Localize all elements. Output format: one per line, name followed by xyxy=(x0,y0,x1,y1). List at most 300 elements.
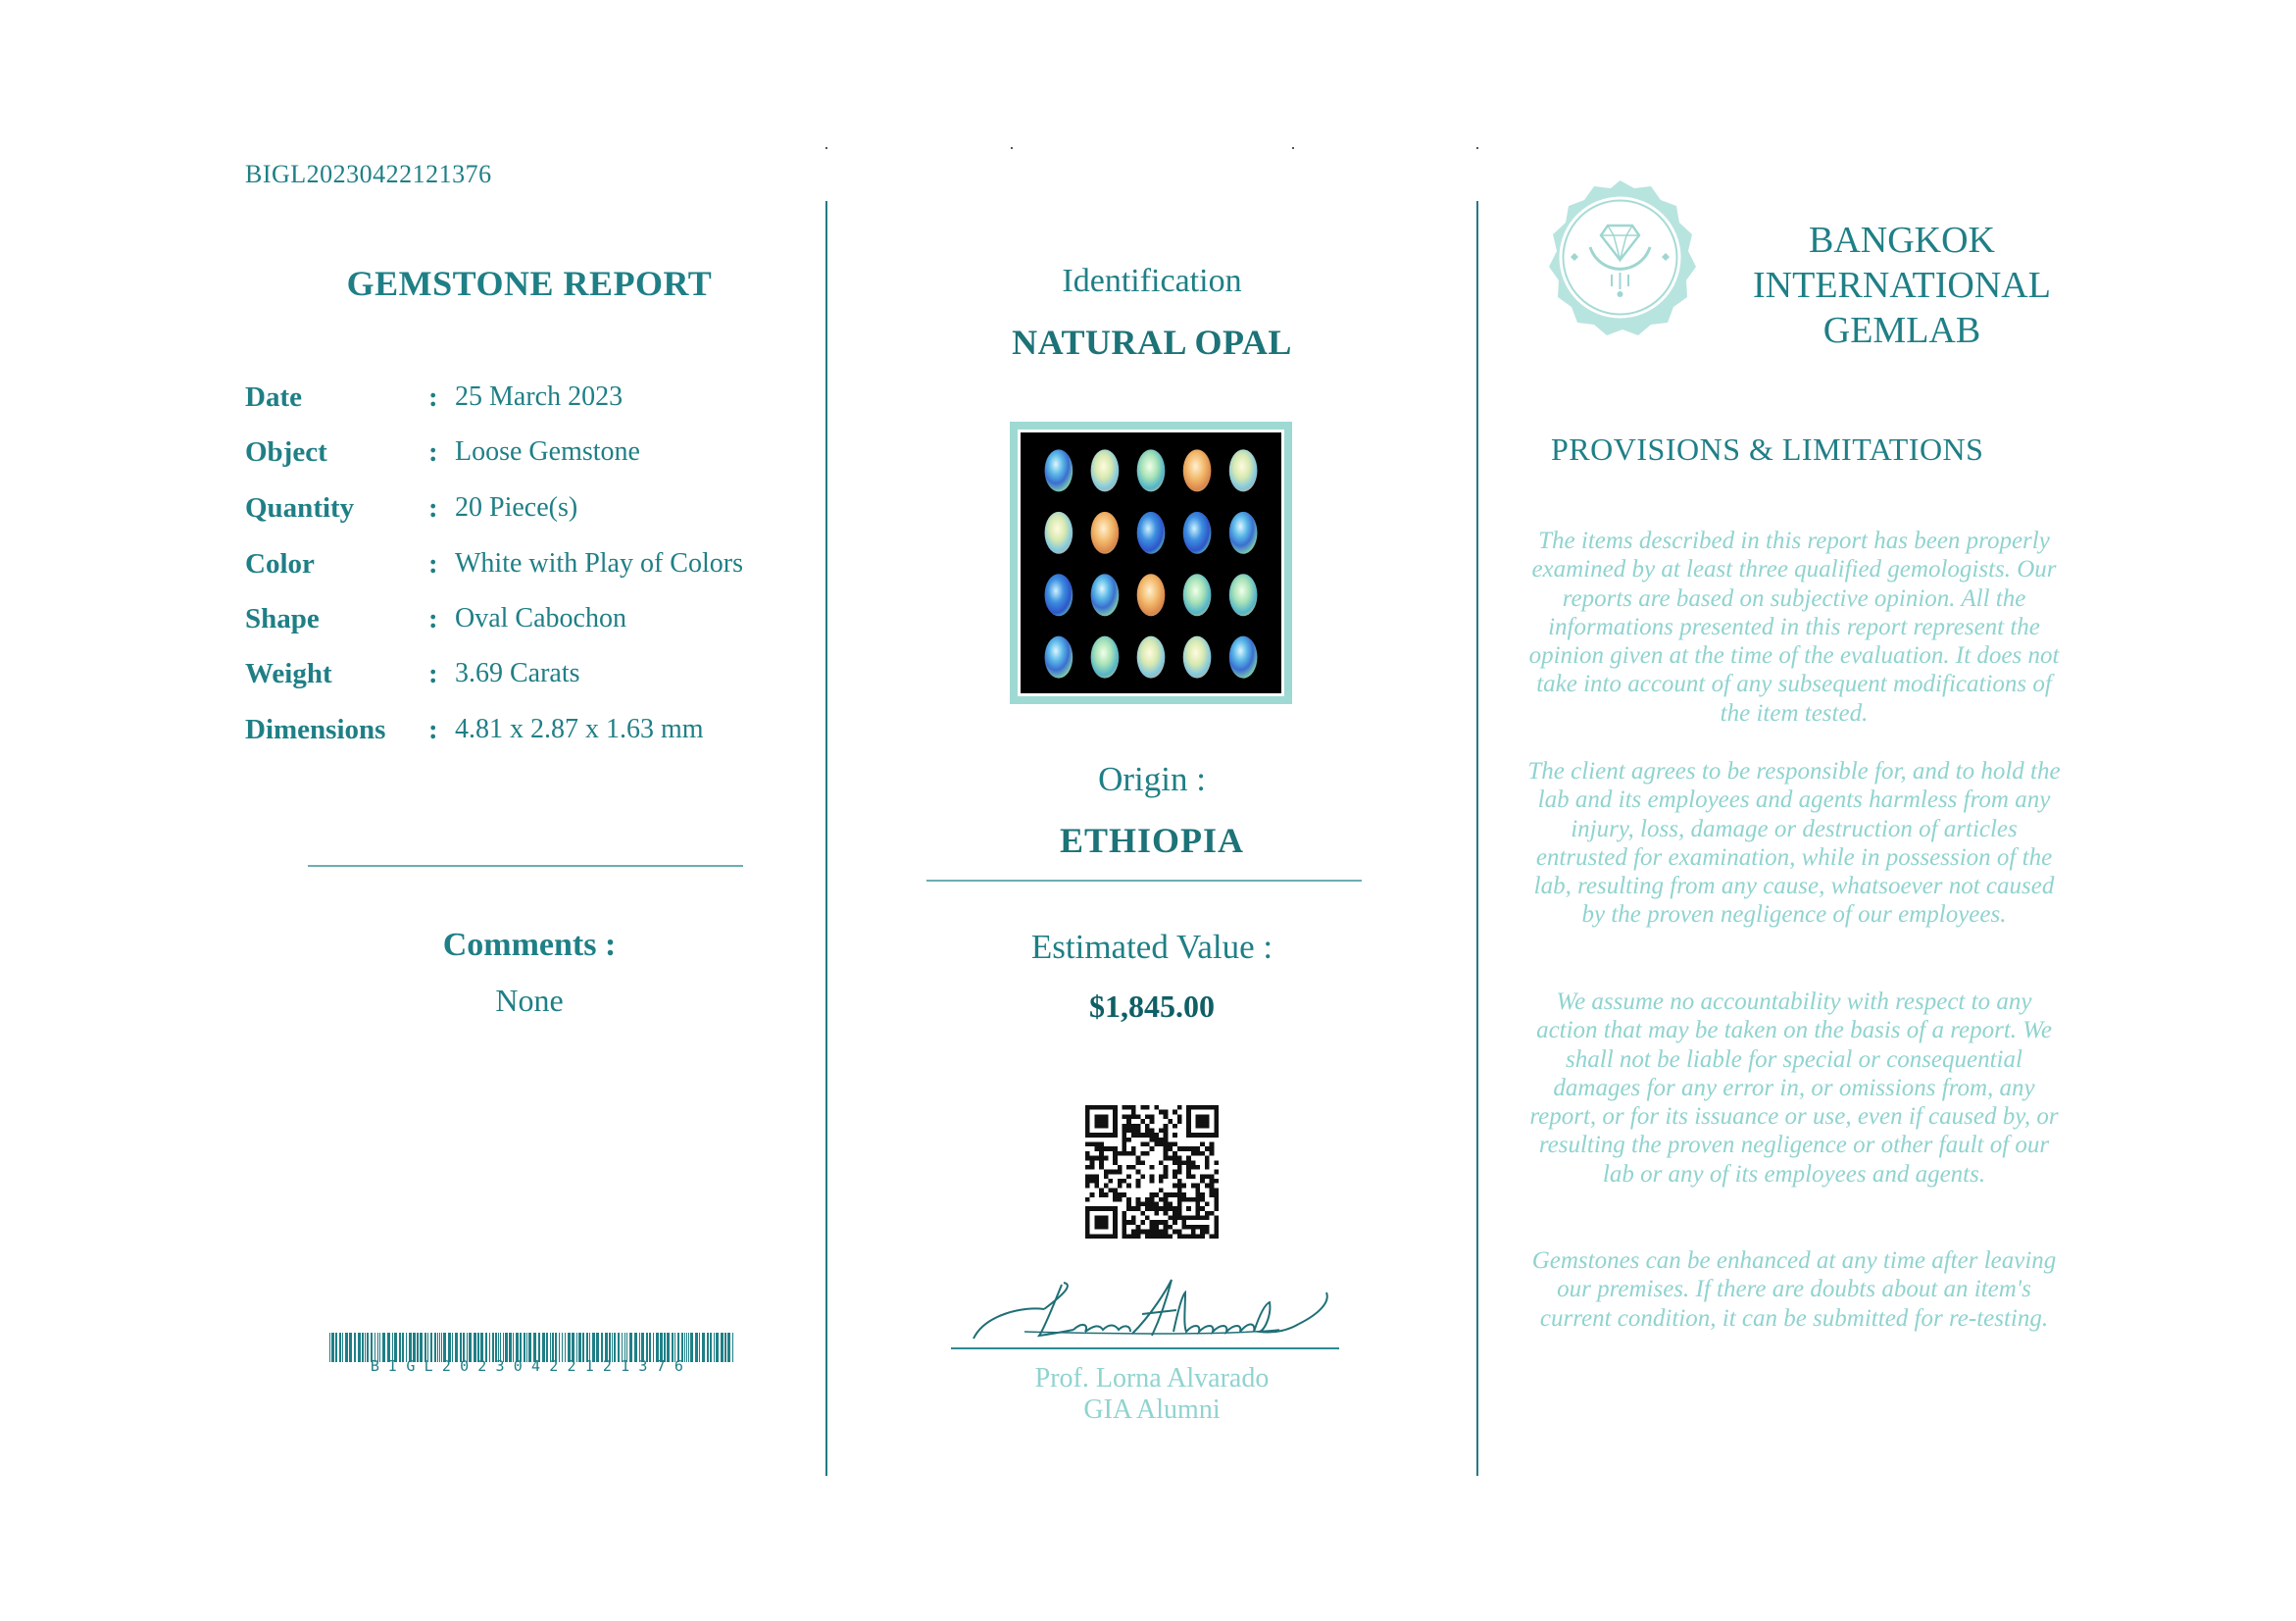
qr-module xyxy=(1126,1201,1131,1206)
qr-module xyxy=(1173,1170,1177,1175)
qr-module xyxy=(1168,1192,1173,1197)
qr-module xyxy=(1173,1211,1177,1216)
qr-module xyxy=(1136,1160,1141,1165)
qr-module xyxy=(1123,1146,1127,1151)
qr-module xyxy=(1136,1179,1141,1184)
qr-module xyxy=(1173,1160,1177,1165)
qr-module xyxy=(1191,1234,1196,1239)
opal-row-2 xyxy=(1045,512,1258,554)
qr-module xyxy=(1191,1151,1196,1156)
qr-module xyxy=(1164,1114,1169,1119)
qr-module xyxy=(1186,1156,1191,1161)
qr-module xyxy=(1177,1230,1182,1235)
qr-module xyxy=(1136,1156,1141,1161)
qr-module xyxy=(1150,1138,1155,1142)
qr-module xyxy=(1150,1146,1155,1151)
qr-module xyxy=(1168,1146,1173,1151)
qr-module xyxy=(1196,1114,1210,1128)
qr-module xyxy=(1126,1234,1131,1239)
qr-module xyxy=(1150,1206,1155,1211)
qr-module xyxy=(1094,1114,1108,1128)
report-title: GEMSTONE REPORT xyxy=(346,264,713,303)
qr-module xyxy=(1186,1160,1191,1165)
qr-module xyxy=(1131,1230,1136,1235)
qr-module xyxy=(1090,1174,1095,1179)
qr-module xyxy=(1205,1230,1210,1235)
qr-module xyxy=(1140,1160,1145,1165)
qr-module xyxy=(1164,1133,1169,1138)
qr-module xyxy=(1123,1105,1127,1110)
qr-module xyxy=(1150,1119,1155,1124)
qr-module xyxy=(1123,1179,1127,1184)
field-colon: : xyxy=(428,548,438,580)
qr-module xyxy=(1191,1225,1196,1230)
qr-module xyxy=(1140,1220,1145,1225)
qr-module xyxy=(1140,1211,1145,1216)
qr-module xyxy=(1214,1201,1219,1206)
qr-module xyxy=(1168,1201,1173,1206)
qr-code-icon[interactable] xyxy=(1085,1105,1219,1239)
qr-module xyxy=(1200,1230,1205,1235)
qr-module xyxy=(1177,1156,1182,1161)
qr-module xyxy=(1177,1160,1182,1165)
qr-module xyxy=(1140,1142,1145,1147)
qr-module xyxy=(1154,1105,1159,1110)
qr-module xyxy=(1108,1170,1113,1175)
qr-module xyxy=(1126,1124,1131,1129)
color-label: Color xyxy=(245,548,315,580)
qr-module xyxy=(1168,1225,1173,1230)
qr-module xyxy=(1104,1146,1109,1151)
qr-module xyxy=(1200,1234,1205,1239)
qr-module xyxy=(1150,1225,1155,1230)
qr-module xyxy=(1140,1119,1145,1124)
weight-value: 3.69 Carats xyxy=(455,658,580,688)
qr-module xyxy=(1159,1128,1164,1133)
qr-module xyxy=(1210,1142,1215,1147)
divider-left xyxy=(825,201,827,1476)
qr-module xyxy=(1145,1105,1150,1110)
qr-module xyxy=(1113,1160,1118,1165)
qr-module xyxy=(1186,1174,1191,1179)
qr-module xyxy=(1168,1234,1173,1239)
qr-module xyxy=(1200,1192,1205,1197)
qr-module xyxy=(1123,1216,1127,1221)
qr-module xyxy=(1200,1174,1205,1179)
qr-module xyxy=(1150,1234,1155,1239)
qr-module xyxy=(1177,1105,1182,1110)
qr-module xyxy=(1131,1110,1136,1115)
qr-module xyxy=(1181,1225,1186,1230)
estimated-value-amount: $1,845.00 xyxy=(1089,988,1215,1024)
lab-name-line-3: GEMLAB xyxy=(1822,310,1981,351)
qr-module xyxy=(1186,1165,1191,1170)
crop-mark xyxy=(1292,147,1294,149)
qr-module xyxy=(1159,1179,1164,1184)
qr-module xyxy=(1085,1174,1090,1179)
qr-module xyxy=(1126,1165,1131,1170)
qr-module xyxy=(1131,1124,1136,1129)
qr-module xyxy=(1099,1165,1104,1170)
qr-module xyxy=(1094,1184,1099,1189)
qr-module xyxy=(1090,1165,1095,1170)
qr-module xyxy=(1191,1184,1196,1189)
qr-module xyxy=(1140,1133,1145,1138)
qr-module xyxy=(1145,1197,1150,1202)
qr-module xyxy=(1099,1188,1104,1192)
qr-module xyxy=(1118,1197,1123,1202)
qr-module xyxy=(1196,1184,1201,1189)
qr-module xyxy=(1186,1234,1191,1239)
qr-module xyxy=(1131,1220,1136,1225)
qr-module xyxy=(1196,1192,1201,1197)
qr-module xyxy=(1173,1110,1177,1115)
opal-stones-image xyxy=(1021,432,1281,693)
qr-module xyxy=(1164,1197,1169,1202)
identification-label: Identification xyxy=(1062,263,1242,299)
qr-module xyxy=(1177,1119,1182,1124)
qr-module xyxy=(1136,1197,1141,1202)
qr-module xyxy=(1154,1211,1159,1216)
qr-module xyxy=(1126,1184,1131,1189)
qr-module xyxy=(1113,1170,1118,1175)
qr-module xyxy=(1126,1114,1131,1119)
qr-module xyxy=(1205,1146,1210,1151)
qr-module xyxy=(1099,1156,1104,1161)
field-colon: : xyxy=(428,658,438,689)
qr-module xyxy=(1159,1188,1164,1192)
qr-module xyxy=(1094,1142,1099,1147)
qr-module xyxy=(1113,1151,1118,1156)
qr-module xyxy=(1094,1179,1099,1184)
qr-module xyxy=(1150,1197,1155,1202)
provisions-title: PROVISIONS & LIMITATIONS xyxy=(1551,431,1984,467)
qr-module xyxy=(1131,1105,1136,1110)
qr-module xyxy=(1123,1128,1127,1133)
dimensions-value: 4.81 x 2.87 x 1.63 mm xyxy=(455,714,704,744)
qr-module xyxy=(1104,1170,1109,1175)
signer-title: GIA Alumni xyxy=(1083,1394,1221,1425)
qr-module xyxy=(1131,1146,1136,1151)
qr-module xyxy=(1164,1192,1169,1197)
dimensions-label: Dimensions xyxy=(245,714,386,745)
qr-module xyxy=(1136,1124,1141,1129)
qr-module xyxy=(1113,1197,1118,1202)
qr-module xyxy=(1140,1174,1145,1179)
signer-name: Prof. Lorna Alvarado xyxy=(1034,1363,1270,1393)
qr-module xyxy=(1164,1142,1169,1147)
qr-module xyxy=(1154,1234,1159,1239)
qr-module xyxy=(1094,1146,1099,1151)
origin-label: Origin : xyxy=(1098,760,1206,798)
qr-module xyxy=(1094,1216,1108,1230)
qr-module xyxy=(1200,1197,1205,1202)
qr-module xyxy=(1181,1146,1186,1151)
qr-module xyxy=(1118,1170,1123,1175)
field-colon: : xyxy=(428,492,438,524)
qr-module xyxy=(1118,1192,1123,1197)
qr-module xyxy=(1108,1146,1113,1151)
qr-module xyxy=(1150,1179,1155,1184)
qr-module xyxy=(1164,1124,1169,1129)
qr-module xyxy=(1131,1216,1136,1221)
field-colon: : xyxy=(428,714,438,745)
qr-module xyxy=(1126,1197,1131,1202)
barcode-text: BIGL20230422121376 xyxy=(370,1357,693,1375)
qr-module xyxy=(1118,1179,1123,1184)
qr-module xyxy=(1177,1184,1182,1189)
qr-module xyxy=(1210,1174,1215,1179)
qr-module xyxy=(1123,1124,1127,1129)
qr-module xyxy=(1145,1142,1150,1147)
qr-module xyxy=(1123,1234,1127,1239)
qr-module xyxy=(1108,1179,1113,1184)
qr-module xyxy=(1196,1146,1201,1151)
qr-module xyxy=(1164,1230,1169,1235)
object-label: Object xyxy=(245,436,327,468)
quantity-label: Quantity xyxy=(245,492,355,524)
qr-module xyxy=(1150,1220,1155,1225)
provision-paragraph: We assume no accountability with respect to any action that may be taken on the basis of a report. We shall not be liable for special or consequential damages for any error in, or omissions from, any report, or for its issuance or use, even if caused by, or resulting the proven negligence or other fault of our lab or any of its employees and agents. xyxy=(1529,988,2059,1188)
qr-module xyxy=(1123,1192,1127,1197)
qr-module xyxy=(1159,1206,1164,1211)
qr-module xyxy=(1145,1201,1150,1206)
qr-module xyxy=(1104,1184,1109,1189)
qr-module xyxy=(1177,1165,1182,1170)
qr-module xyxy=(1168,1156,1173,1161)
qr-module xyxy=(1113,1146,1118,1151)
qr-module xyxy=(1164,1146,1169,1151)
qr-module xyxy=(1123,1225,1127,1230)
qr-module xyxy=(1210,1151,1215,1156)
qr-module xyxy=(1085,1179,1090,1184)
qr-module xyxy=(1200,1179,1205,1184)
date-label: Date xyxy=(245,381,302,413)
qr-module xyxy=(1173,1184,1177,1189)
object-value: Loose Gemstone xyxy=(455,436,640,467)
qr-module xyxy=(1126,1119,1131,1124)
qr-module xyxy=(1145,1124,1150,1129)
qr-module xyxy=(1150,1133,1155,1138)
lab-name xyxy=(1745,218,2059,353)
qr-module xyxy=(1164,1156,1169,1161)
qr-module xyxy=(1181,1192,1186,1197)
qr-module xyxy=(1094,1174,1099,1179)
qr-module xyxy=(1085,1184,1090,1189)
qr-module xyxy=(1191,1146,1196,1151)
quantity-value: 20 Piece(s) xyxy=(455,492,578,523)
gemstone-photo xyxy=(1010,422,1292,704)
shape-label: Shape xyxy=(245,603,320,634)
qr-module xyxy=(1140,1105,1145,1110)
qr-module xyxy=(1177,1170,1182,1175)
signature-rule xyxy=(951,1347,1339,1349)
opal-row-4 xyxy=(1045,636,1258,679)
qr-module xyxy=(1126,1151,1131,1156)
qr-module xyxy=(1159,1138,1164,1142)
opal-row-3 xyxy=(1045,574,1258,616)
lab-name-line-1: BANGKOK xyxy=(1809,220,1995,261)
qr-module xyxy=(1191,1230,1196,1235)
qr-module xyxy=(1173,1220,1177,1225)
qr-module xyxy=(1085,1142,1090,1147)
qr-module xyxy=(1131,1114,1136,1119)
divider-right xyxy=(1476,201,1478,1476)
qr-module xyxy=(1154,1206,1159,1211)
qr-module xyxy=(1210,1146,1215,1151)
qr-module xyxy=(1126,1206,1131,1211)
qr-module xyxy=(1136,1230,1141,1235)
qr-module xyxy=(1173,1151,1177,1156)
qr-module xyxy=(1177,1146,1182,1151)
crop-mark xyxy=(1011,147,1013,149)
qr-module xyxy=(1177,1192,1182,1197)
qr-module xyxy=(1154,1133,1159,1138)
qr-module xyxy=(1145,1206,1150,1211)
qr-module xyxy=(1085,1156,1090,1161)
qr-module xyxy=(1145,1133,1150,1138)
qr-module xyxy=(1173,1133,1177,1138)
qr-module xyxy=(1159,1234,1164,1239)
qr-module xyxy=(1090,1179,1095,1184)
provision-paragraph: The items described in this report has been properly examined by at least three qualified gemologists. Our reports are based on subjective opinion. All the informations presented in this report represent the opinion given at the time of the evaluation. It does not take into account of any subsequent modifications of the item tested. xyxy=(1528,528,2060,727)
qr-module xyxy=(1099,1160,1104,1165)
qr-module xyxy=(1131,1206,1136,1211)
qr-module xyxy=(1150,1201,1155,1206)
qr-module xyxy=(1159,1197,1164,1202)
qr-module xyxy=(1099,1192,1104,1197)
qr-module xyxy=(1131,1151,1136,1156)
qr-module xyxy=(1136,1201,1141,1206)
qr-module xyxy=(1123,1211,1127,1216)
qr-module xyxy=(1164,1138,1169,1142)
qr-module xyxy=(1205,1174,1210,1179)
lab-name-line-2: INTERNATIONAL xyxy=(1753,265,2051,306)
qr-module xyxy=(1126,1128,1131,1133)
qr-module xyxy=(1136,1170,1141,1175)
qr-module xyxy=(1164,1206,1169,1211)
qr-module xyxy=(1177,1179,1182,1184)
signature-image xyxy=(966,1275,1338,1353)
qr-module xyxy=(1118,1165,1123,1170)
qr-module xyxy=(1164,1201,1169,1206)
qr-module xyxy=(1123,1142,1127,1147)
qr-module xyxy=(1145,1128,1150,1133)
qr-module xyxy=(1154,1138,1159,1142)
qr-module xyxy=(1154,1230,1159,1235)
qr-module xyxy=(1200,1151,1205,1156)
qr-module xyxy=(1159,1142,1164,1147)
left-separator-rule xyxy=(308,865,743,867)
qr-module xyxy=(1214,1170,1219,1175)
qr-module xyxy=(1205,1165,1210,1170)
qr-module xyxy=(1173,1216,1177,1221)
gemstone-photo-canvas xyxy=(1018,430,1284,696)
qr-module xyxy=(1200,1225,1205,1230)
weight-label: Weight xyxy=(245,658,332,689)
provision-paragraph: The client agrees to be responsible for, and to hold the lab and its employees and agents harmless from any injury, loss, damage or destruction of articles entrusted for examination, while in possession of the lab, resulting from any cause, whatsoever not caused by the proven negligence of our employees. xyxy=(1527,758,2061,929)
qr-module xyxy=(1126,1220,1131,1225)
qr-module xyxy=(1090,1156,1095,1161)
qr-module xyxy=(1099,1151,1104,1156)
diamond-crescent-seal-icon xyxy=(1539,177,1701,338)
qr-module xyxy=(1214,1192,1219,1197)
qr-module xyxy=(1181,1160,1186,1165)
qr-module xyxy=(1164,1165,1169,1170)
qr-module xyxy=(1104,1192,1109,1197)
qr-module xyxy=(1159,1160,1164,1165)
qr-module xyxy=(1145,1234,1150,1239)
qr-module xyxy=(1123,1151,1127,1156)
qr-module xyxy=(1131,1128,1136,1133)
qr-module xyxy=(1164,1151,1169,1156)
qr-module xyxy=(1136,1184,1141,1189)
qr-module xyxy=(1214,1220,1219,1225)
qr-module xyxy=(1150,1174,1155,1179)
qr-module xyxy=(1136,1206,1141,1211)
qr-module xyxy=(1085,1151,1090,1156)
qr-module xyxy=(1150,1230,1155,1235)
qr-module xyxy=(1108,1188,1113,1192)
qr-module xyxy=(1200,1216,1205,1221)
qr-module xyxy=(1099,1146,1104,1151)
qr-module xyxy=(1181,1184,1186,1189)
qr-module xyxy=(1090,1192,1095,1197)
qr-module xyxy=(1104,1156,1109,1161)
qr-module xyxy=(1150,1128,1155,1133)
provision-paragraph: Gemstones can be enhanced at any time after leaving our premises. If there are doubts about an item's current condition, it can be submitted for re-testing. xyxy=(1531,1247,2057,1332)
qr-module xyxy=(1168,1119,1173,1124)
qr-module xyxy=(1210,1184,1215,1189)
qr-module xyxy=(1214,1216,1219,1221)
qr-module xyxy=(1210,1192,1215,1197)
qr-module xyxy=(1214,1179,1219,1184)
qr-module xyxy=(1136,1133,1141,1138)
crop-mark xyxy=(825,147,827,149)
qr-module xyxy=(1164,1220,1169,1225)
qr-module xyxy=(1205,1216,1210,1221)
qr-module xyxy=(1113,1188,1118,1192)
qr-module xyxy=(1123,1220,1127,1225)
qr-module xyxy=(1168,1216,1173,1221)
qr-module xyxy=(1136,1128,1141,1133)
qr-module xyxy=(1118,1151,1123,1156)
origin-value: ETHIOPIA xyxy=(1059,821,1245,860)
qr-module xyxy=(1140,1151,1145,1156)
qr-module xyxy=(1164,1174,1169,1179)
center-separator-rule xyxy=(926,880,1362,882)
qr-module xyxy=(1154,1220,1159,1225)
qr-module xyxy=(1200,1142,1205,1147)
qr-module xyxy=(1136,1114,1141,1119)
qr-module xyxy=(1214,1234,1219,1239)
comments-value: None xyxy=(495,983,564,1018)
qr-module xyxy=(1186,1146,1191,1151)
qr-module xyxy=(1196,1188,1201,1192)
qr-module xyxy=(1154,1192,1159,1197)
shape-value: Oval Cabochon xyxy=(455,603,626,633)
qr-module xyxy=(1196,1165,1201,1170)
qr-module xyxy=(1154,1201,1159,1206)
qr-module xyxy=(1164,1211,1169,1216)
qr-module xyxy=(1173,1142,1177,1147)
qr-module xyxy=(1205,1156,1210,1161)
qr-module xyxy=(1159,1220,1164,1225)
qr-module xyxy=(1164,1234,1169,1239)
qr-module xyxy=(1150,1192,1155,1197)
qr-module xyxy=(1181,1220,1186,1225)
qr-module xyxy=(1123,1138,1127,1142)
